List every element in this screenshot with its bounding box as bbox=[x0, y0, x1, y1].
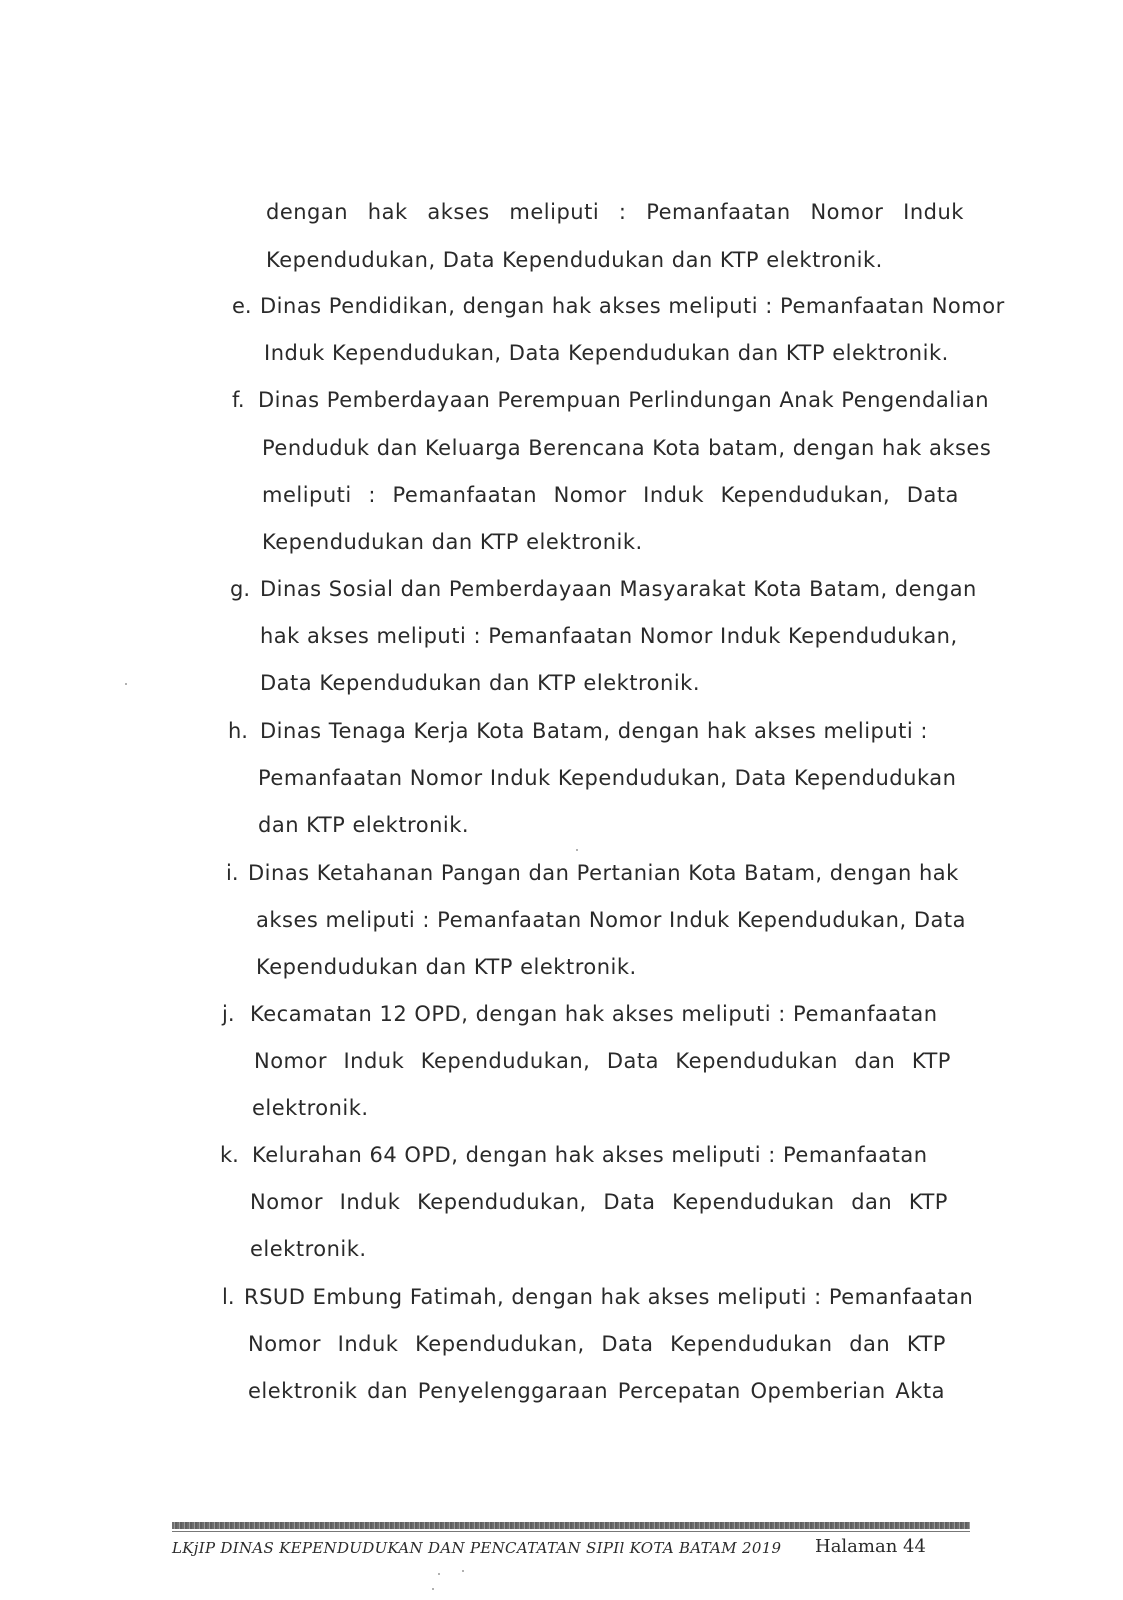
word: dan bbox=[851, 1190, 893, 1214]
word: Nomor bbox=[254, 1049, 327, 1073]
body-line: Dinas Tenaga Kerja Kota Batam, dengan hak akses meliputi : bbox=[260, 719, 928, 743]
word: Induk bbox=[643, 483, 704, 507]
body-line: Pemanfaatan Nomor Induk Kependudukan, Data Kependudukan bbox=[258, 766, 957, 790]
body-line: Kecamatan 12 OPD, dengan hak akses meliputi : Pemanfaatan bbox=[250, 1002, 938, 1026]
word: elektronik bbox=[248, 1379, 358, 1403]
word: Penyelenggaraan bbox=[417, 1379, 609, 1403]
word: Kependudukan, bbox=[417, 1190, 587, 1214]
footer-title: LKjIP DINAS KEPENDUDUKAN DAN PENCATATAN SIPIl KOTA BATAM 2019 bbox=[172, 1539, 782, 1557]
body-line bbox=[248, 1377, 945, 1405]
body-line: RSUD Embung Fatimah, dengan hak akses meliputi : Pemanfaatan bbox=[244, 1285, 974, 1309]
body-line: Data Kependudukan dan KTP elektronik. bbox=[260, 671, 701, 695]
word: KTP bbox=[908, 1190, 948, 1214]
scan-speck bbox=[462, 1570, 464, 1572]
list-marker: f. bbox=[232, 388, 245, 412]
list-marker: i. bbox=[226, 861, 239, 885]
scan-speck bbox=[432, 1588, 434, 1590]
word: Data bbox=[603, 1190, 656, 1214]
body-line: Kependudukan, Data Kependudukan dan KTP elektronik. bbox=[266, 248, 883, 272]
list-marker: l. bbox=[222, 1285, 235, 1309]
body-line bbox=[248, 1330, 946, 1358]
footer-rule-thin bbox=[172, 1531, 970, 1532]
page-number: Halaman 44 bbox=[815, 1536, 926, 1557]
word: Kependudukan bbox=[672, 1190, 835, 1214]
word: KTP bbox=[911, 1049, 951, 1073]
body-line: elektronik. bbox=[250, 1237, 367, 1261]
scan-speck bbox=[576, 849, 578, 851]
word: Kependudukan, bbox=[420, 1049, 591, 1073]
footer-rule bbox=[172, 1522, 970, 1529]
body-line: Kependudukan dan KTP elektronik. bbox=[262, 530, 643, 554]
word: Nomor bbox=[810, 200, 884, 224]
body-line: Dinas Ketahanan Pangan dan Pertanian Kota Batam, dengan hak bbox=[248, 861, 959, 885]
word: Induk bbox=[337, 1332, 399, 1356]
list-marker: g. bbox=[230, 577, 251, 601]
word: dengan bbox=[266, 200, 349, 224]
body-line: Dinas Pendidikan, dengan hak akses meliputi : Pemanfaatan Nomor bbox=[260, 294, 1005, 318]
body-line: Kependudukan dan KTP elektronik. bbox=[256, 955, 637, 979]
word: Kependudukan bbox=[670, 1332, 833, 1356]
word: Nomor bbox=[250, 1190, 323, 1214]
body-line: elektronik. bbox=[252, 1096, 369, 1120]
word: Induk bbox=[339, 1190, 401, 1214]
word: : bbox=[368, 483, 376, 507]
list-marker: e. bbox=[232, 294, 252, 318]
body-line: Dinas Sosial dan Pemberdayaan Masyarakat Kota Batam, dengan bbox=[260, 577, 977, 601]
list-marker: j. bbox=[222, 1002, 235, 1026]
word: Opemberian bbox=[750, 1379, 886, 1403]
word: dan bbox=[849, 1332, 891, 1356]
body-line bbox=[250, 1188, 948, 1216]
word: hak bbox=[367, 200, 408, 224]
body-line: Dinas Pemberdayaan Perempuan Perlindungan Anak Pengendalian bbox=[258, 388, 990, 412]
word: Percepatan bbox=[617, 1379, 741, 1403]
scan-speck bbox=[125, 683, 127, 685]
body-line bbox=[254, 1047, 951, 1075]
word: Pemanfaatan bbox=[646, 200, 791, 224]
list-marker: h. bbox=[228, 719, 248, 743]
word: Data bbox=[906, 483, 959, 507]
word: Akta bbox=[895, 1379, 945, 1403]
word: meliputi bbox=[509, 200, 600, 224]
word: Kependudukan, bbox=[415, 1332, 585, 1356]
body-line: Penduduk dan Keluarga Berencana Kota batam, dengan hak akses bbox=[262, 436, 992, 460]
word: dan bbox=[854, 1049, 896, 1073]
word: Induk bbox=[343, 1049, 405, 1073]
word: Kependudukan bbox=[675, 1049, 838, 1073]
word: Kependudukan, bbox=[720, 483, 891, 507]
body-line: akses meliputi : Pemanfaatan Nomor Induk Kependudukan, Data bbox=[256, 908, 966, 932]
word: Nomor bbox=[248, 1332, 321, 1356]
scan-speck bbox=[438, 1573, 440, 1575]
word: Induk bbox=[903, 200, 964, 224]
body-line: hak akses meliputi : Pemanfaatan Nomor Induk Kependudukan, bbox=[260, 624, 958, 648]
list-marker: k. bbox=[220, 1143, 239, 1167]
word: Data bbox=[606, 1049, 659, 1073]
word: Nomor bbox=[553, 483, 627, 507]
word: dan bbox=[367, 1379, 409, 1403]
body-line: Kelurahan 64 OPD, dengan hak akses meliputi : Pemanfaatan bbox=[252, 1143, 928, 1167]
body-line bbox=[262, 481, 959, 509]
word: KTP bbox=[906, 1332, 946, 1356]
body-line: Induk Kependudukan, Data Kependudukan dan KTP elektronik. bbox=[264, 341, 949, 365]
word: meliputi bbox=[262, 483, 352, 507]
word: akses bbox=[427, 200, 490, 224]
word: Data bbox=[601, 1332, 654, 1356]
word: Pemanfaatan bbox=[392, 483, 538, 507]
body-line: dan KTP elektronik. bbox=[258, 813, 470, 837]
body-line bbox=[266, 198, 964, 226]
word: : bbox=[618, 200, 627, 224]
